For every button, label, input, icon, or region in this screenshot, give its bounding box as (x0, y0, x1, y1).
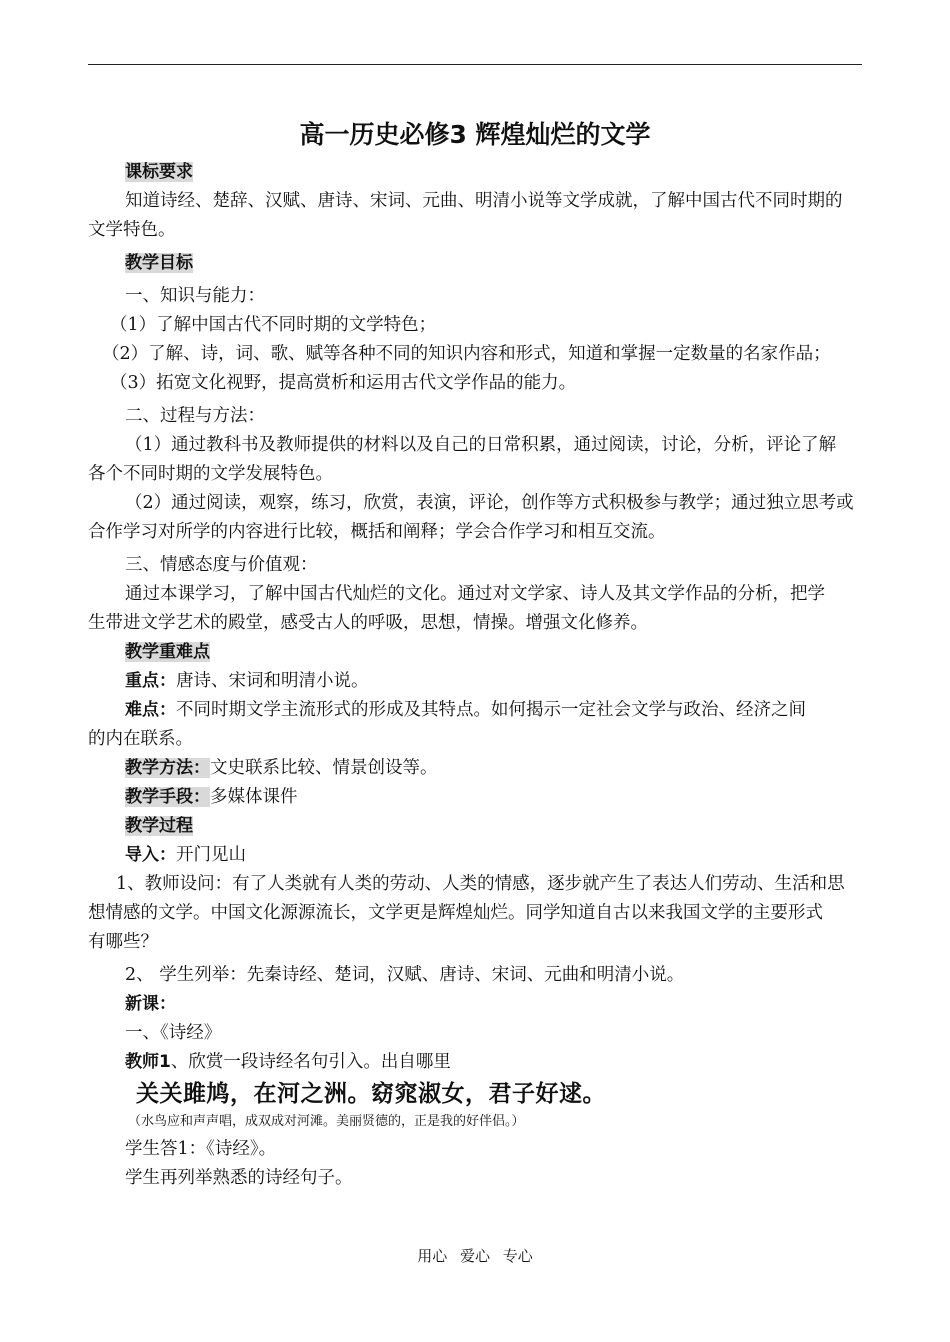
heading-kebiao: 课标要求 (125, 162, 193, 182)
poem-quote: 关关雎鸠，在河之洲。窈窕淑女，君子好逑。 (136, 1080, 606, 1107)
nandian-text-cont: 的内在联系。 (88, 729, 193, 749)
mubiao-s3-p-cont: 生带进文学艺术的殿堂，感受古人的呼吸，思想，情操。增强文化修养。 (88, 613, 648, 633)
fangfa-label: 教学方法： (125, 758, 210, 778)
page-title: 高一历史必修3 辉煌灿烂的文学 (299, 120, 651, 149)
section-heading-mubiao (88, 249, 862, 278)
mubiao-s2-p1-cont: 各个不同时期的文学发展特色。 (88, 464, 333, 484)
mubiao-s1-item-3: （3）拓宽文化视野，提高赏析和运用古代文学作品的能力。 (110, 373, 577, 393)
nandian-label: 难点： (125, 700, 176, 720)
kebiao-text-cont: 文学特色。 (88, 220, 176, 240)
nandian-text: 不同时期文学主流形式的形成及其特点。如何揭示一定社会文学与政治、经济之间 (176, 700, 806, 720)
mubiao-s1-item-1: （1）了解中国古代不同时期的文学特色； (110, 315, 437, 335)
shouduan-line (88, 783, 862, 812)
daoru-text: 开门见山 (176, 845, 246, 865)
mubiao-s1-title: 一、知识与能力： (125, 286, 265, 306)
zhongdian-line (88, 667, 862, 696)
mubiao-s1-item-2: （2）了解、诗，词、歌、赋等各种不同的知识内容和形式，知道和掌握一定数量的名家作品； (102, 344, 831, 364)
xinke-label: 新课： (125, 994, 176, 1014)
document-body (88, 118, 862, 1193)
section-heading-guocheng (88, 812, 862, 841)
guocheng-p1-cont2: 有哪些？ (88, 932, 158, 952)
nandian-line (88, 696, 862, 725)
guocheng-p1: 1、教师设问：有了人类就有人类的劳动、人类的情感，逐步就产生了表达人们劳动、生活和思 (116, 874, 845, 894)
heading-mubiao: 教学目标 (125, 253, 193, 273)
footer-item-3: 专心 (502, 1247, 533, 1265)
zhongdian-label: 重点： (125, 671, 176, 691)
section-shijing: 一、《诗经》 (125, 1023, 222, 1043)
teacher-text: 、欣赏一段诗经名句引入。出自哪里 (170, 1052, 451, 1072)
teacher-label: 教师1 (125, 1052, 171, 1072)
kebiao-text: 知道诗经、楚辞、汉赋、唐诗、宋词、元曲、明清小说等文学成就，了解中国古代不同时期的 (125, 191, 843, 211)
section-heading-kebiao (88, 158, 862, 187)
heading-zhongnan: 教学重难点 (125, 642, 210, 662)
mubiao-s2-p1: （1）通过教科书及教师提供的材料以及自己的日常积累，通过阅读，讨论，分析，评论了解 (125, 435, 837, 455)
section-heading-zhongnan (88, 638, 862, 667)
page-footer (0, 1246, 950, 1266)
mubiao-s3-p: 通过本课学习，了解中国古代灿烂的文化。通过对文学家、诗人及其文学作品的分析，把学 (125, 584, 825, 604)
fangfa-text: 文史联系比较、情景创设等。 (210, 758, 438, 778)
heading-guocheng: 教学过程 (125, 816, 193, 836)
footer-item-2: 爱心 (459, 1247, 490, 1265)
guocheng-p2: 2、 学生列举：先秦诗经、楚词，汉赋、唐诗、宋词、元曲和明清小说。 (125, 965, 685, 985)
header-rule (88, 64, 862, 65)
footer-item-1: 用心 (417, 1247, 448, 1265)
mubiao-s2-p2: （2）通过阅读，观察，练习，欣赏，表演，评论，创作等方式积极参与教学；通过独立思考或 (125, 493, 854, 513)
shouduan-label: 教学手段： (125, 787, 210, 807)
daoru-line (88, 841, 862, 870)
student-answer-2: 学生再列举熟悉的诗经句子。 (125, 1168, 353, 1188)
shouduan-text: 多媒体课件 (210, 787, 298, 807)
mubiao-s2-title: 二、过程与方法： (125, 406, 265, 426)
xinke-line (88, 990, 862, 1019)
zhongdian-text: 唐诗、宋词和明清小说。 (176, 671, 369, 691)
teacher-line (88, 1048, 862, 1077)
poem-translation: （水鸟应和声声唱，成双成对河滩。美丽贤德的，正是我的好伴侣。） (128, 1114, 525, 1129)
student-answer-1: 学生答1：《诗经》。 (125, 1139, 277, 1159)
daoru-label: 导入： (125, 845, 176, 865)
fangfa-line (88, 754, 862, 783)
mubiao-s2-p2-cont: 合作学习对所学的内容进行比较，概括和阐释；学会合作学习和相互交流。 (88, 522, 666, 542)
guocheng-p1-cont: 想情感的文学。中国文化源源流长，文学更是辉煌灿烂。同学知道自古以来我国文学的主要形式 (88, 903, 823, 923)
mubiao-s3-title: 三、情感态度与价值观： (125, 555, 318, 575)
